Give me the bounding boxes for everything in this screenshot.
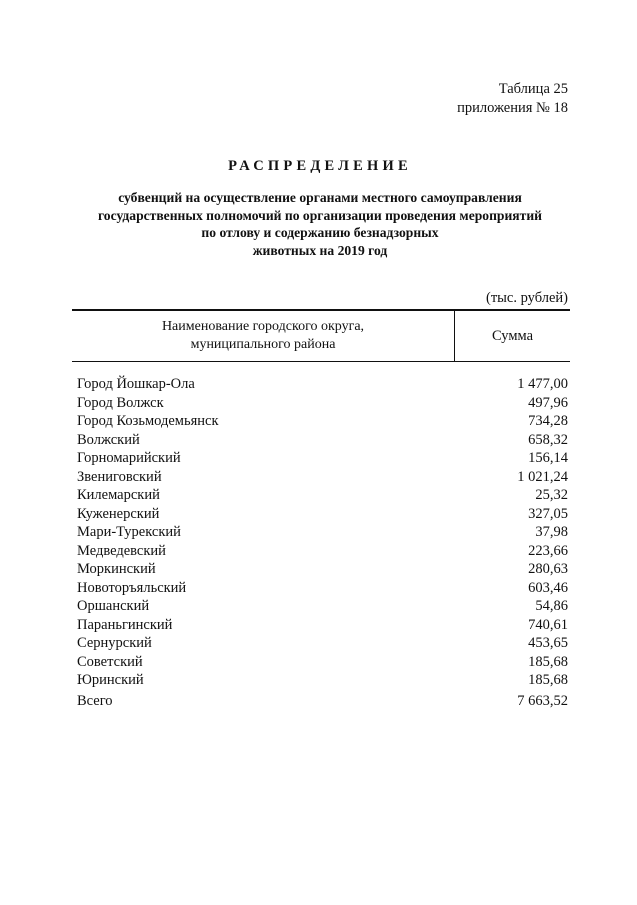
- header-name-line: Наименование городского округа,: [161, 319, 365, 334]
- row-sum: 1 477,00: [517, 376, 568, 392]
- total-label: Всего: [77, 693, 113, 709]
- table-row: [77, 634, 568, 653]
- row-sum: 740,61: [528, 616, 568, 633]
- table-row: [77, 412, 568, 431]
- row-name: Город Козьмодемьянск: [77, 413, 219, 429]
- row-name: Медведевский: [77, 542, 166, 559]
- table-row: [77, 449, 568, 468]
- appendix-number: приложения № 18: [457, 100, 568, 116]
- row-sum: 603,46: [528, 579, 568, 596]
- row-name: Новоторъяльский: [77, 579, 187, 596]
- row-name: Сернурский: [77, 635, 152, 651]
- row-sum: 658,32: [528, 431, 568, 448]
- table-row: [77, 505, 568, 524]
- row-sum: 37,98: [535, 524, 568, 540]
- table-header: [72, 309, 570, 362]
- row-name: Город Йошкар-Ола: [77, 376, 195, 392]
- row-sum: 223,66: [528, 542, 568, 559]
- table-row: [77, 597, 568, 616]
- row-name: Моркинский: [77, 561, 156, 577]
- subtitle-line: животных на 2019 год: [252, 242, 388, 258]
- row-sum: 185,68: [528, 653, 568, 670]
- subtitle-line: субвенций на осуществление органами местного самоуправления: [118, 190, 522, 205]
- total-sum: 7 663,52: [517, 693, 568, 709]
- row-name: Куженерский: [77, 505, 160, 522]
- table-row: [77, 616, 568, 635]
- table-row: [77, 394, 568, 413]
- units-label: (тыс. рублей): [486, 290, 568, 306]
- table-row: [77, 542, 568, 561]
- table-row: [77, 468, 568, 487]
- row-name: Параньгинский: [77, 616, 173, 633]
- row-sum: 156,14: [528, 450, 568, 466]
- row-sum: 25,32: [535, 487, 568, 503]
- row-sum: 734,28: [528, 413, 568, 429]
- table-row: [77, 671, 568, 690]
- row-name: Звениговский: [77, 468, 162, 485]
- table-row: [77, 579, 568, 598]
- document-subtitle: [70, 189, 570, 259]
- table-reference: [457, 80, 568, 118]
- row-sum: 453,65: [528, 635, 568, 651]
- header-sum-cell: Сумма: [491, 327, 534, 344]
- row-name: Город Волжск: [77, 394, 164, 411]
- table-row: [77, 653, 568, 672]
- table-number: Таблица 25: [498, 81, 568, 97]
- row-name: Оршанский: [77, 598, 150, 614]
- document-title: РАСПРЕДЕЛЕНИЕ: [228, 158, 412, 174]
- row-sum: 280,63: [528, 561, 568, 577]
- row-sum: 497,96: [528, 394, 568, 411]
- row-name: Килемарский: [77, 487, 160, 503]
- table-row: [77, 560, 568, 579]
- table-row: [77, 523, 568, 542]
- subtitle-line: государственных полномочий по организации проведения мероприятий: [97, 207, 543, 223]
- header-name-line: муниципального района: [190, 337, 336, 352]
- table-body: [77, 375, 568, 690]
- row-sum: 185,68: [528, 672, 568, 688]
- table-total-row: [77, 692, 568, 711]
- row-name: Волжский: [77, 431, 140, 448]
- subtitle-line: по отлову и содержанию безнадзорных: [201, 225, 439, 240]
- header-name-cell: [72, 311, 455, 361]
- row-name: Мари-Турекский: [77, 524, 181, 540]
- table-row: [77, 431, 568, 450]
- table-row: [77, 375, 568, 394]
- row-sum: 327,05: [528, 505, 568, 522]
- row-name: Юринский: [77, 672, 144, 688]
- row-name: Советский: [77, 653, 143, 670]
- row-sum: 1 021,24: [517, 468, 568, 485]
- row-name: Горномарийский: [77, 450, 181, 466]
- table-row: [77, 486, 568, 505]
- row-sum: 54,86: [535, 598, 568, 614]
